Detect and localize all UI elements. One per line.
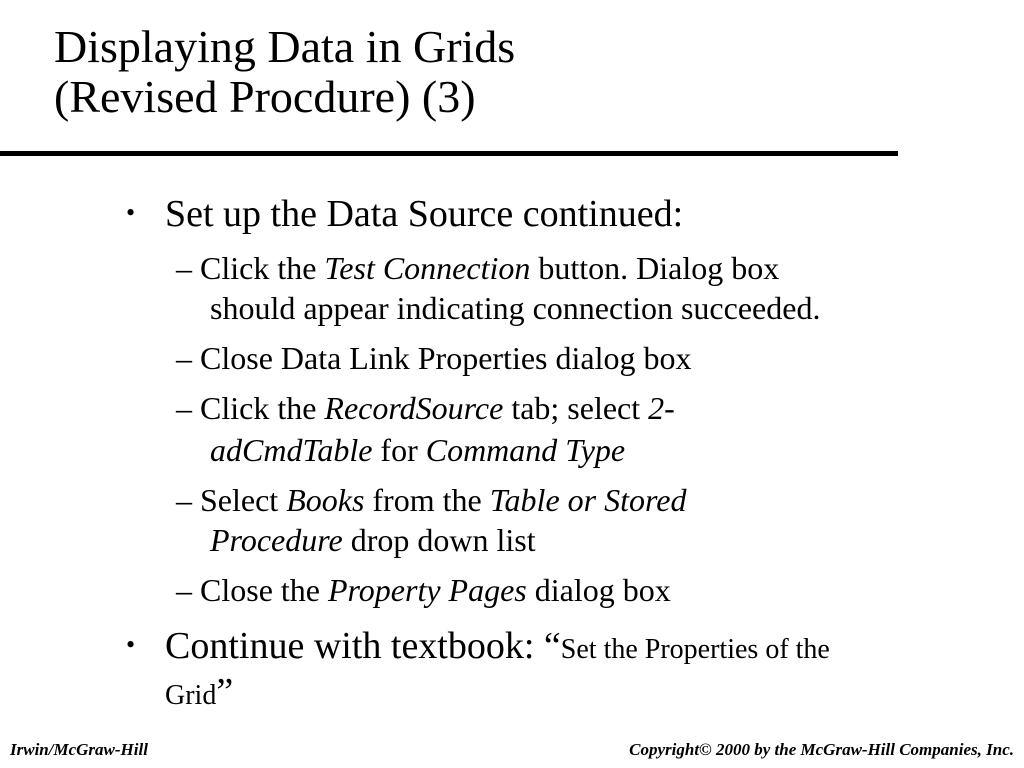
bullet-1-text: Set up the Data Source continued: bbox=[165, 193, 684, 235]
dash: – bbox=[176, 482, 192, 518]
sub-bullet-4: – Select Books from the Table or Stored bbox=[176, 482, 687, 518]
footer-copyright: Copyright© 2000 by the McGraw-Hill Companies, Inc. bbox=[629, 740, 1014, 759]
title-underline bbox=[0, 151, 898, 156]
sub-bullet-5: – Close the Property Pages dialog box bbox=[176, 572, 671, 608]
sub-bullet-3-line-2: adCmdTable for Command Type bbox=[210, 432, 626, 468]
slide-title bbox=[54, 22, 515, 122]
sub-bullet-3: – Click the RecordSource tab; select 2- bbox=[176, 390, 675, 426]
bullet-dot-1: • bbox=[126, 198, 136, 227]
sub-bullet-1: – Click the Test Connection button. Dialog box bbox=[176, 250, 780, 286]
title-line-2: (Revised Procdure) (3) bbox=[54, 71, 476, 122]
footer-publisher: Irwin/McGraw-Hill bbox=[10, 740, 148, 759]
dash: – bbox=[176, 572, 192, 608]
sub-bullet-2: – Close Data Link Properties dialog box bbox=[176, 340, 692, 376]
title-line-1: Displaying Data in Grids bbox=[54, 21, 516, 72]
sub-bullet-4-line-2: Procedure drop down list bbox=[210, 522, 536, 558]
sub-bullet-1-line-2: should appear indicating connection succeeded. bbox=[210, 290, 821, 326]
bullet-2-text: Continue with textbook: “Set the Properties of the bbox=[165, 625, 830, 667]
dash: – bbox=[176, 250, 192, 286]
dash: – bbox=[176, 390, 192, 426]
bullet-dot-2: • bbox=[126, 630, 136, 659]
bullet-2-line-2: Grid” bbox=[165, 671, 234, 713]
dash: – bbox=[176, 340, 192, 376]
